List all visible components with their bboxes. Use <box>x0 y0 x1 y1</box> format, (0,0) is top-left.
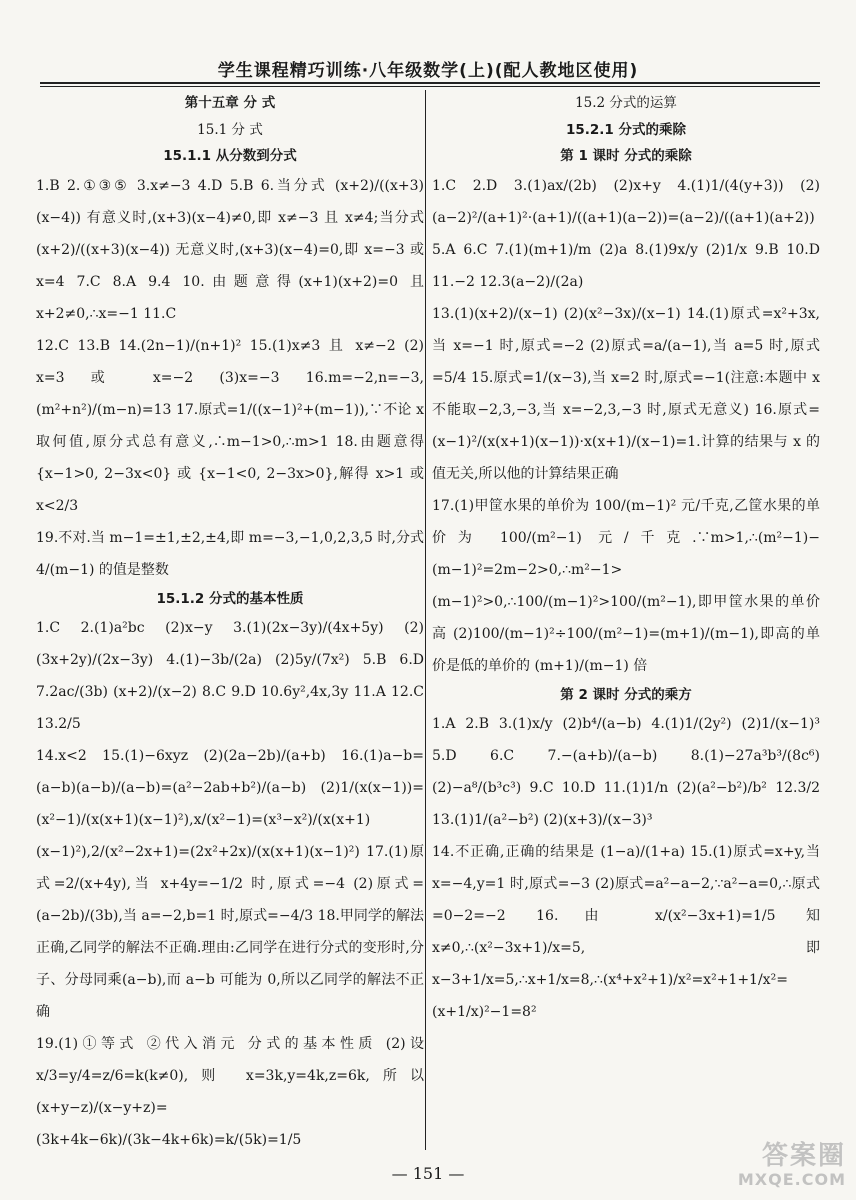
subsection-heading: 15.1.2 分式的基本性质 <box>156 590 304 607</box>
answer-block: 13.(1)(x+2)/(x−1) (2)(x²−3x)/(x−1) 14.(1)原式=x²+3x,当 x=−1 时,原式=−2 (2)原式=a/(a−1),当 a=5 时,原式=5/4 15.原式=1/(x−3),当 x=2 时,原式=−1(注意:本题中 x 不能取−2,3,−3,当 x=−2,3,−3 时,原式无意义) 16.原式=(x−1)²/(x(x+1)(x−1))·x(x+1)/(x−1)=1.计算的结果与 x 的值无关,所以他的计算结果正确 <box>432 305 820 482</box>
answer-block: 12.C 13.B 14.(2n−1)/(n+1)² 15.(1)x≠3 且 x≠−2 (2) x=3 或 x=−2 (3)x=−3 16.m=−2,n=−3,(m²+n²)/(m−n)=13 17.原式=1/((x−1)²+(m−1)),∵不论 x 取何值,原分式总有意义,∴m−1>0,∴m>1 18.由题意得{x−1>0, 2−3x<0} 或 {x−1<0, 2−3x>0},解得 x>1 或 x<2/3 <box>36 337 424 514</box>
page-header-title: 学生课程精巧训练·八年级数学(上)(配人教地区使用) <box>217 61 639 81</box>
lesson-heading: 第 2 课时 分式的乘方 <box>560 686 692 703</box>
answer-block: 1.C 2.D 3.(1)ax/(2b) (2)x+y 4.(1)1/(4(y+3)) (2)(a−2)²/(a+1)²·(a+1)/((a+1)(a−2))=(a−2)/((a+1)(a+2)) 5.A 6.C 7.(1)(m+1)/m (2)a 8.(1)9x/y (2)1/x 9.B 10.D 11.−2 12.3(a−2)/(2a) <box>432 177 820 290</box>
header-rule-thin <box>40 86 820 87</box>
watermark-text: 答案圈 <box>761 1141 846 1171</box>
watermark-url: MXQE.COM <box>737 1170 846 1189</box>
answer-block: 19.(1)①等式 ②代入消元 分式的基本性质 (2)设 x/3=y/4=z/6=k(k≠0),则 x=3k,y=4k,z=6k,所以 (x+y−z)/(x−y+z)=(3k+4k−6k)/(3k−4k+6k)=k/(5k)=1/5 <box>36 1036 424 1148</box>
section-heading: 15.2 分式的运算 <box>575 95 677 111</box>
answer-block: 1.A 2.B 3.(1)x/y (2)b⁴/(a−b) 4.(1)1/(2y²) (2)1/(x−1)³ 5.D 6.C 7.−(a+b)/(a−b) 8.(1)−27a³b³/(8c⁶) (2)−a⁸/(b³c³) 9.C 10.D 11.(1)1/n (2)(a²−b²)/b² 12.3/2 13.(1)1/(a²−b²) (2)(x+3)/(x−3)³ <box>432 716 820 828</box>
answer-block: 17.(1)甲筐水果的单价为 100/(m−1)² 元/千克,乙筐水果的单价为 100/(m²−1) 元/千克.∵m>1,∴(m²−1)−(m−1)²=2m−2>0,∴m²−1>(m−1)²>0,∴100/(m−1)²>100/(m²−1),即甲筐水果的单价高 (2)100/(m−1)²÷100/(m²−1)=(m+1)/(m−1),即高的单价是低的单价的 (m+1)/(m−1) 倍 <box>432 497 820 674</box>
subsection-heading: 15.2.1 分式的乘除 <box>565 121 687 138</box>
lesson-heading: 第 1 课时 分式的乘除 <box>560 148 692 164</box>
chapter-heading: 第十五章 分 式 <box>184 95 276 111</box>
subsection-heading: 15.1.1 从分数到分式 <box>163 148 297 164</box>
column-divider <box>425 90 426 1150</box>
answer-block: 1.C 2.(1)a²bc (2)x−y 3.(1)(2x−3y)/(4x+5y) (2)(3x+2y)/(2x−3y) 4.(1)−3b/(2a) (2)5y/(7x²) 5.B 6.D 7.2ac/(3b) (x+2)/(x−2) 8.C 9.D 10.6y²,4x,3y 11.A 12.C 13.2/5 <box>36 620 424 732</box>
answer-block: 14.x<2 15.(1)−6xyz (2)(2a−2b)/(a+b) 16.(1)a−b=(a−b)(a−b)/(a−b)=(a²−2ab+b²)/(a−b) (2)1/(x(x−1))=(x²−1)/(x(x+1)(x−1)²),x/(x²−1)=(x³−x²)/(x(x+1)(x−1)²),2/(x²−2x+1)=(2x²+2x)/(x(x+1)(x−1)²) 17.(1)原式=2/(x+4y),当 x+4y=−1/2 时,原式=−4 (2)原式=(a−2b)/(3b),当 a=−2,b=1 时,原式=−4/3 18.甲同学的解法正确,乙同学的解法不正确.理由:乙同学在进行分式的变形时,分子、分母同乘(a−b),而 a−b 可能为 0,所以乙同学的解法不正确 <box>36 748 424 1020</box>
answer-block: 1.B 2.①③⑤ 3.x≠−3 4.D 5.B 6.当分式 (x+2)/((x+3)(x−4)) 有意义时,(x+3)(x−4)≠0,即 x≠−3 且 x≠4;当分式 (x+2)/((x+3)(x−4)) 无意义时,(x+3)(x−4)=0,即 x=−3 或 x=4 7.C 8.A 9.4 10.由题意得(x+1)(x+2)=0 且 x+2≠0,∴x=−1 11.C <box>36 177 424 322</box>
header-rule <box>40 82 820 84</box>
answer-block: 14.不正确,正确的结果是 (1−a)/(1+a) 15.(1)原式=x+y,当 x=−4,y=1 时,原式=−3 (2)原式=a²−a−2,∵a²−a=0,∴原式=0−2=−2 16.由 x/(x²−3x+1)=1/5 知 x≠0,∴(x²−3x+1)/x=5,即 x−3+1/x=5,∴x+1/x=8,∴(x⁴+x²+1)/x²=x²+1+1/x²=(x+1/x)²−1=8² <box>432 844 820 1020</box>
right-column <box>432 90 820 1028</box>
page-number: — 151 — <box>391 1164 465 1183</box>
section-heading: 15.1 分 式 <box>197 121 263 138</box>
left-column <box>36 90 424 1156</box>
answer-block: 19.不对.当 m−1=±1,±2,±4,即 m=−3,−1,0,2,3,5 时,分式 4/(m−1) 的值是整数 <box>36 529 424 578</box>
watermark-logo <box>737 1141 846 1192</box>
